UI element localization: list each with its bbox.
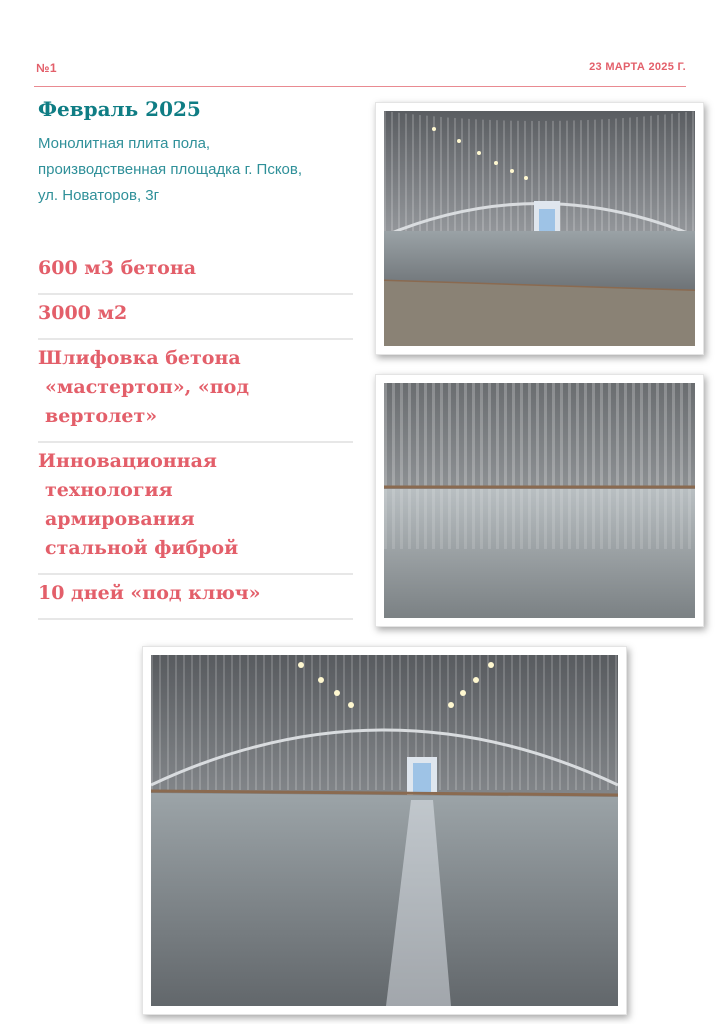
fact-item: [38, 575, 353, 620]
fact-line: 3000 м2: [38, 302, 128, 324]
fact-line: стальной фиброй: [45, 537, 239, 559]
fact-line: 600 м3 бетона: [38, 257, 197, 279]
subtitle: [38, 131, 368, 209]
issue-number: №1: [36, 61, 58, 75]
fact-item: [38, 340, 353, 443]
fact-line: 10 дней «под ключ»: [38, 582, 261, 604]
fact-line: Шлифовка бетона: [38, 347, 241, 369]
fact-item: [38, 250, 353, 295]
hangar-photo-3: [142, 646, 627, 1015]
issue-date: 23 МАРТА 2025 Г.: [589, 61, 686, 73]
hangar-photo-image: [384, 111, 695, 346]
fact-line: технология: [45, 479, 173, 501]
subtitle-line: производственная площадка г. Псков,: [38, 161, 303, 178]
fact-line: «мастертоп», «под: [45, 376, 249, 398]
subtitle-line: Монолитная плита пола,: [38, 135, 211, 152]
facts-list: [38, 250, 353, 620]
page-title: Февраль 2025: [38, 97, 201, 121]
fact-line: вертолет»: [45, 405, 158, 427]
hangar-photo-image: [384, 383, 695, 618]
fact-item: [38, 295, 353, 340]
hangar-photo-2: [375, 374, 704, 627]
fact-line: армирования: [45, 508, 195, 530]
hangar-photo-image: [151, 655, 618, 1006]
fact-line: Инновационная: [38, 450, 217, 472]
subtitle-line: ул. Новаторов, 3г: [38, 187, 160, 204]
hangar-photo-1: [375, 102, 704, 355]
header-divider: [34, 86, 686, 87]
fact-item: [38, 443, 353, 575]
